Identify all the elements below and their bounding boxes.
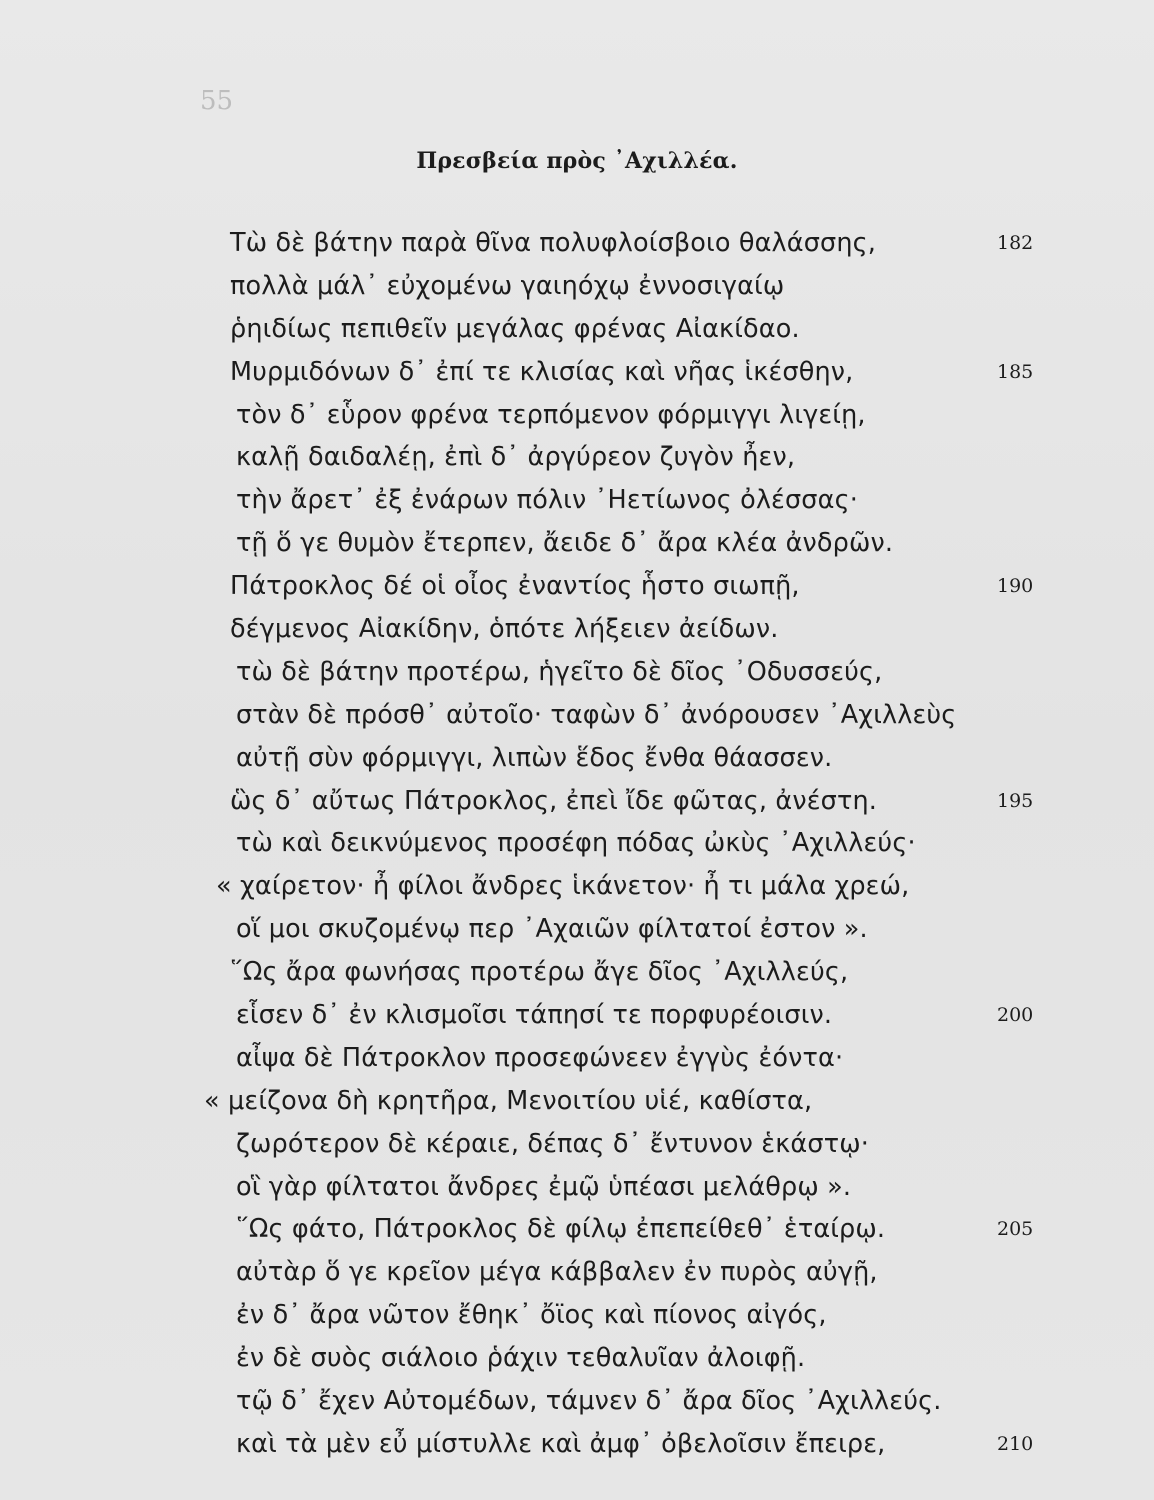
verse-text: καλῇ δαιδαλέῃ, ἐπὶ δ᾿ ἀργύρεον ζυγὸν ἦεν, (236, 442, 796, 473)
verse-text: ῞Ως ἄρα φωνήσας προτέρω ἄγε δῖος ᾿Αχιλλεύς, (230, 957, 849, 988)
verse-text: « χαίρετον· ἦ φίλοι ἄνδρες ἱκάνετον· ἦ τι μάλα χρεώ, (216, 871, 910, 902)
verse-line (0, 865, 1154, 908)
verse-text: αἶψα δὲ Πάτροκλον προσεφώνεεν ἐγγὺς ἐόντα· (236, 1042, 844, 1073)
line-number: 182 (997, 232, 1034, 254)
line-number: 210 (997, 1432, 1034, 1455)
verse-text: τὼ καὶ δεικνύμενος προσέφη πόδας ὠκὺς ᾿Αχιλλεύς· (236, 828, 916, 859)
verse-text: τῇ ὅ γε θυμὸν ἔτερπεν, ἄειδε δ᾿ ἄρα κλέα ἀνδρῶν. (236, 528, 894, 559)
page-number: 55 (200, 86, 234, 116)
verse-line (0, 1423, 1154, 1466)
verse-text: Πάτροκλος δέ οἱ οἶος ἐναντίος ἧστο σιωπῇ, (230, 571, 800, 602)
verse-line (0, 651, 1154, 694)
verse-line (0, 1337, 1154, 1380)
verse-text: οἳ γὰρ φίλτατοι ἄνδρες ἐμῷ ὑπέασι μελάθρῳ ». (236, 1171, 852, 1202)
verse-text: ῥηιδίως πεπιθεῖν μεγάλας φρένας Αἰακίδαο. (230, 313, 800, 344)
verse-line (0, 351, 1154, 394)
verse-line (0, 951, 1154, 994)
verse-line (0, 436, 1154, 479)
verse-line (0, 1166, 1154, 1209)
verse-line (0, 908, 1154, 951)
verse-text: αὐτὰρ ὅ γε κρεῖον μέγα κάββαλεν ἐν πυρὸς αὐγῇ, (236, 1257, 878, 1288)
verse-line (0, 522, 1154, 565)
verse-line (0, 737, 1154, 780)
verse-line (0, 694, 1154, 737)
section-heading: Πρεσβεία πρὸς ᾿Αχιλλέα. (416, 148, 738, 174)
verse-text: ἐν δ᾿ ἄρα νῶτον ἔθηκ᾿ ὄϊος καὶ πίονος αἰγός, (236, 1300, 827, 1331)
line-number: 205 (997, 1218, 1034, 1241)
verse-text: ῞Ως φάτο, Πάτροκλος δὲ φίλῳ ἐπεπείθεθ᾿ ἑταίρῳ. (236, 1214, 886, 1245)
verse-text: αὐτῇ σὺν φόρμιγγι, λιπὼν ἕδος ἔνθα θάασσεν. (236, 742, 833, 773)
verse-line (0, 479, 1154, 522)
verse-text: « μείζονα δὴ κρητῆρα, Μενοιτίου υἱέ, καθίστα, (204, 1085, 813, 1116)
verse-text: πολλὰ μάλ᾿ εὐχομένω γαιηόχῳ ἐννοσιγαίῳ (230, 270, 785, 301)
verse-line (0, 822, 1154, 865)
verse-line (0, 565, 1154, 608)
verse-line (0, 1294, 1154, 1337)
verse-text: τὴν ἄρετ᾿ ἐξ ἐνάρων πόλιν ᾿Ηετίωνος ὀλέσσας· (236, 485, 858, 516)
line-number: 190 (997, 575, 1034, 598)
line-number: 185 (997, 360, 1034, 383)
verse-line (0, 394, 1154, 437)
verse-text: τὸν δ᾿ εὗρον φρένα τερπόμενον φόρμιγγι λιγείῃ, (236, 399, 866, 430)
verse-text: δέγμενος Αἰακίδην, ὁπότε λήξειεν ἀείδων. (230, 614, 779, 645)
verse-line (0, 265, 1154, 308)
verse-line (0, 1208, 1154, 1251)
verse-line (0, 1080, 1154, 1123)
verse-text: Μυρμιδόνων δ᾿ ἐπί τε κλισίας καὶ νῆας ἱκέσθην, (230, 356, 854, 387)
verse-line (0, 1380, 1154, 1423)
verse-text: τῷ δ᾿ ἔχεν Αὐτομέδων, τάμνεν δ᾿ ἄρα δῖος ᾿Αχιλλεύς. (236, 1386, 942, 1417)
verse-text: ἐν δὲ συὸς σιάλοιο ῥάχιν τεθαλυῖαν ἀλοιφῇ. (236, 1343, 806, 1374)
verse-text: οἵ μοι σκυζομένῳ περ ᾿Αχαιῶν φίλτατοί ἐστον ». (236, 914, 868, 945)
verse-line (0, 608, 1154, 651)
verse-text: στὰν δὲ πρόσθ᾿ αὐτοῖο· ταφὼν δ᾿ ἀνόρουσεν ᾿Αχιλλεὺς (236, 699, 957, 730)
verse-line (0, 780, 1154, 823)
verse-text: ζωρότερον δὲ κέραιε, δέπας δ᾿ ἔντυνον ἑκάστῳ· (236, 1128, 869, 1159)
verse-line (0, 222, 1154, 265)
verse-text: ὣς δ᾿ αὔτως Πάτροκλος, ἐπεὶ ἴδε φῶτας, ἀνέστη. (230, 785, 878, 816)
verse-line (0, 1123, 1154, 1166)
line-number: 200 (997, 1004, 1034, 1027)
verse-line (0, 994, 1154, 1037)
verse-text: καὶ τὰ μὲν εὖ μίστυλλε καὶ ἀμφ᾿ ὀβελοῖσιν ἔπειρε, (236, 1428, 886, 1459)
poem-text (0, 222, 1154, 1466)
verse-line (0, 1037, 1154, 1080)
verse-text: τὼ δὲ βάτην προτέρω, ἡγεῖτο δὲ δῖος ᾿Οδυσσεύς, (236, 656, 883, 687)
verse-text: Τὼ δὲ βάτην παρὰ θῖνα πολυφλοίσβοιο θαλάσσης, (230, 228, 877, 258)
line-number: 195 (997, 789, 1034, 812)
verse-text: εἷσεν δ᾿ ἐν κλισμοῖσι τάπησί τε πορφυρέοισιν. (236, 1000, 833, 1031)
verse-line (0, 308, 1154, 351)
verse-line (0, 1251, 1154, 1294)
